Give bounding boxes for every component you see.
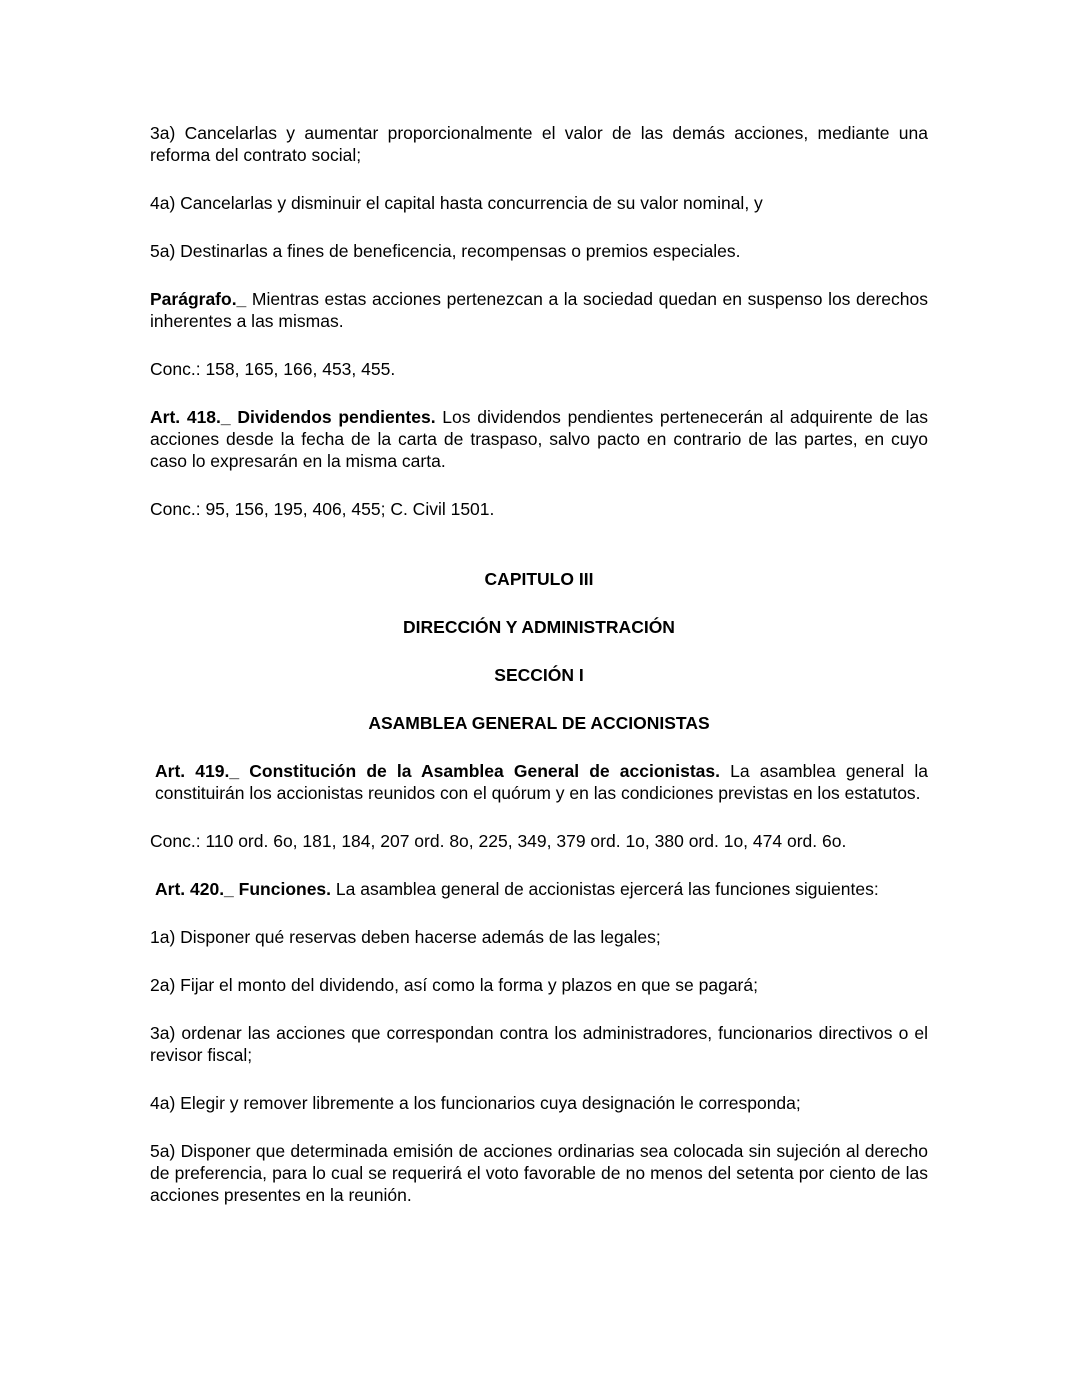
paragraph-text: La asamblea general la constituirán los accionistas reunidos con el quórum y en las condiciones previstas en los estatutos. (155, 761, 929, 803)
paragraph-text: Conc.: 110 ord. 6o, 181, 184, 207 ord. 8o, 225, 349, 379 ord. 1o, 380 ord. 1o, 474 ord. 6o. (150, 831, 847, 851)
article-label: Art. 420._ Funciones. (155, 879, 332, 899)
body-paragraph (150, 1092, 928, 1114)
concordance-reference (150, 498, 928, 520)
body-paragraph (150, 926, 928, 948)
article-paragraph (150, 406, 928, 472)
paragraph-text: Conc.: 158, 165, 166, 453, 455. (150, 359, 396, 379)
body-paragraph (150, 974, 928, 996)
body-paragraph (150, 1140, 928, 1206)
paragraph-text: 5a) Disponer que determinada emisión de acciones ordinarias sea colocada sin sujeción al derecho de preferencia, para lo cual se requerirá el voto favorable de no menos del setenta por ciento de las acciones presentes en la reunión. (150, 1141, 928, 1205)
section-heading (150, 712, 928, 734)
paragraph-text: La asamblea general de accionistas ejercerá las funciones siguientes: (335, 879, 879, 899)
concordance-reference (150, 358, 928, 380)
body-paragraph (150, 240, 928, 262)
document-content (150, 122, 928, 1206)
paragraph-text: Mientras estas acciones pertenezcan a la sociedad quedan en suspenso los derechos inherentes a las mismas. (150, 289, 928, 331)
article-paragraph (150, 760, 928, 804)
article-label: Art. 418._ Dividendos pendientes. (150, 407, 436, 427)
heading-text: ASAMBLEA GENERAL DE ACCIONISTAS (368, 713, 710, 733)
paragraph-text: Conc.: 95, 156, 195, 406, 455; C. Civil 1501. (150, 499, 495, 519)
section-heading (150, 616, 928, 638)
section-heading (150, 664, 928, 686)
paragraph-text: 4a) Cancelarlas y disminuir el capital hasta concurrencia de su valor nominal, y (150, 193, 763, 213)
article-label: Parágrafo._ (150, 289, 247, 309)
paragraph-text: 1a) Disponer qué reservas deben hacerse además de las legales; (150, 927, 661, 947)
paragraph-text: 3a) Cancelarlas y aumentar proporcionalmente el valor de las demás acciones, mediante una reforma del contrato social; (150, 123, 928, 165)
heading-text: SECCIÓN I (494, 665, 584, 685)
heading-text: DIRECCIÓN Y ADMINISTRACIÓN (403, 617, 675, 637)
paragraph-text: 2a) Fijar el monto del dividendo, así como la forma y plazos en que se pagará; (150, 975, 758, 995)
heading-text: CAPITULO III (484, 569, 594, 589)
paragraph-text: 3a) ordenar las acciones que correspondan contra los administradores, funcionarios directivos o el revisor fiscal; (150, 1023, 928, 1065)
section-heading (150, 568, 928, 590)
paragraph-text: Los dividendos pendientes pertenecerán al adquirente de las acciones desde la fecha de la carta de traspaso, salvo pacto en contrario de las partes, en cuyo caso lo expresarán en la misma carta. (150, 407, 928, 471)
paragraph-text: 5a) Destinarlas a fines de beneficencia, recompensas o premios especiales. (150, 241, 741, 261)
article-paragraph (150, 878, 928, 900)
article-paragraph (150, 288, 928, 332)
body-paragraph (150, 1022, 928, 1066)
body-paragraph (150, 122, 928, 166)
concordance-reference (150, 830, 928, 852)
article-label: Art. 419._ Constitución de la Asamblea General de accionistas. (155, 761, 720, 781)
body-paragraph (150, 192, 928, 214)
paragraph-text: 4a) Elegir y remover libremente a los funcionarios cuya designación le corresponda; (150, 1093, 801, 1113)
